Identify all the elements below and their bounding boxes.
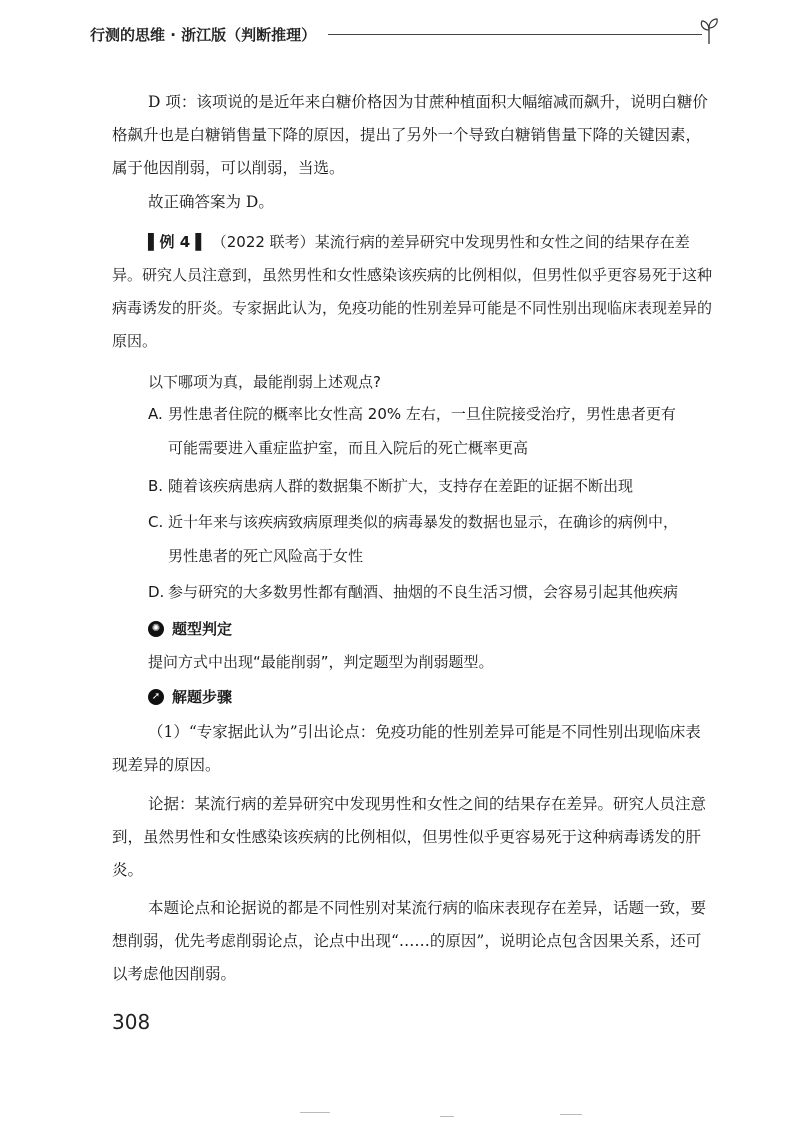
page-number: 308 (112, 1010, 151, 1034)
running-header (90, 20, 720, 50)
scan-speck (300, 1112, 330, 1113)
option-b (148, 470, 708, 503)
example-source: （2022 联考） (211, 233, 315, 251)
example-marker: ▌例 4 ▌ (148, 233, 207, 251)
section-title: 解题步骤 (172, 688, 233, 706)
header-rule (328, 34, 702, 35)
conclusion-paragraph: 本题论点和论据说的都是不同性别对某流行病的临床表现存在差异，话题一致，要想削弱，优先考虑削弱论点，论点中出现“……的原因”，说明论点包含因果关系，还可以考虑他因削弱。 (112, 899, 707, 983)
answer-line: 故正确答案为 D。 (148, 193, 274, 211)
type-judge-text: 提问方式中出现“最能削弱”，判定题型为削弱题型。 (148, 653, 494, 671)
option-d-analysis: D 项：该项说的是近年来白糖价格因为甘蔗种植面积大幅缩减而飙升，说明白糖价格飙升也是白糖销售量下降的原因，提出了另外一个导致白糖销售量下降的关键因素，属于他因削弱，可以削弱，当选。 (112, 93, 708, 177)
example-stem-text: 某流行病的差异研究中发现男性和女性之间的结果存在差异。研究人员注意到，虽然男性和女性感染该疾病的比例相似，但男性似乎更容易死于这种病毒诱发的肝炎。专家据此认为，免疫功能的性别差异可能是不同性别出现临床表现差异的原因。 (112, 233, 713, 350)
option-a (148, 398, 708, 431)
option-text: 参与研究的大多数男性都有酗酒、抽烟的不良生活习惯，会容易引起其他疾病 (168, 583, 679, 601)
option-text: 随着该疾病患病人群的数据集不断扩大，支持存在差距的证据不断出现 (168, 477, 634, 495)
option-c-continued: 男性患者的死亡风险高于女性 (168, 547, 364, 565)
arrow-icon: ➚ (148, 689, 164, 705)
option-letter: A. (148, 405, 163, 423)
sprout-icon (698, 16, 720, 46)
scan-speck (560, 1114, 582, 1115)
scan-speck (440, 1116, 454, 1117)
option-letter: C. (148, 513, 164, 531)
option-a-continued: 可能需要进入重症监护室，而且入院后的死亡概率更高 (168, 439, 529, 457)
step-1: （1）“专家据此认为”引出论点：免疫功能的性别差异可能是不同性别出现临床表现差异的原因。 (112, 723, 701, 774)
option-text: 男性患者住院的概率比女性高 20% 左右，一旦住院接受治疗，男性患者更有 (168, 405, 676, 423)
header-title: 行测的思维 · 浙江版（判断推理） (90, 26, 317, 44)
question-text: 以下哪项为真，最能削弱上述观点? (148, 373, 381, 391)
option-c (148, 506, 708, 539)
example-stem (112, 226, 712, 358)
section-type-judge (148, 618, 232, 639)
gear-icon: ✺ (148, 621, 164, 637)
option-d (148, 576, 708, 609)
option-letter: D. (148, 583, 165, 601)
basis-paragraph: 论据：某流行病的差异研究中发现男性和女性之间的结果存在差异。研究人员注意到，虽然男性和女性感染该疾病的比例相似，但男性似乎更容易死于这种病毒诱发的肝炎。 (112, 795, 707, 879)
option-letter: B. (148, 477, 164, 495)
section-title: 题型判定 (172, 620, 233, 638)
section-solve-steps (148, 686, 232, 707)
option-text: 近十年来与该疾病致病原理类似的病毒暴发的数据也显示，在确诊的病例中， (168, 513, 679, 531)
